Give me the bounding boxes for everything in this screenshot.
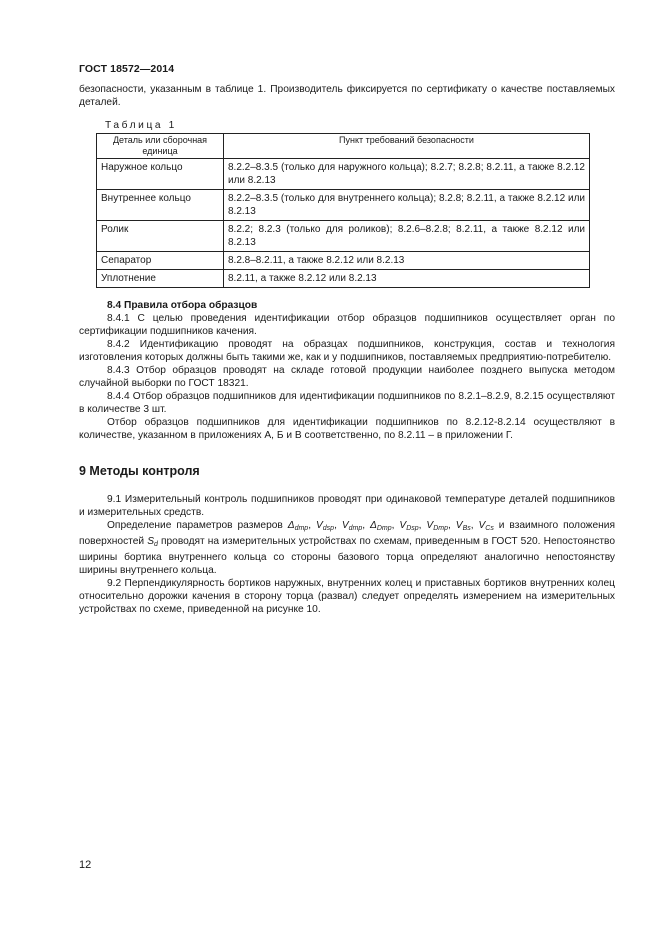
table-row xyxy=(97,221,590,252)
standard-header: ГОСТ 18572—2014 xyxy=(79,63,175,75)
table-row xyxy=(97,190,590,221)
table-cell-part: Внутреннее кольцо xyxy=(97,190,224,221)
paragraph-9-1-parameters: Определение параметров размеров $\Delta_{dmp}$, $V_{dsp}$, $V_{dmp}$, $\Delta_{Dmp}$, $V_{Dsp}$, $V_{Dmp}$, $V_{Bs}$, $V_{Cs}$ и взаимного положения поверхностей $S_d$ проводят на измерительных устройствах по схемам, приведенным в ГОСТ 520. Непостоянство ширины бортика внутреннего кольца со стороны базового торца определяют аналогично непостоянству ширины внутреннего кольца. xyxy=(79,520,615,576)
symbol-v-dmp: $V_{dmp}$ xyxy=(341,520,363,532)
symbol-delta-Dmp: $\Delta_{Dmp}$ xyxy=(370,520,392,532)
parameters-lead-text: Определение параметров размеров xyxy=(107,520,283,531)
section-8-4-heading: 8.4 Правила отбора образцов xyxy=(107,300,258,311)
paragraph-8-4-3: 8.4.3 Отбор образцов проводят на складе готовой продукции наиболее позднего выпуска методом случайной выборки по ГОСТ 18321. xyxy=(79,365,615,389)
section-9-title: 9 Методы контроля xyxy=(79,464,200,478)
section-9 xyxy=(79,493,615,616)
paragraph-8-4-1: 8.4.1 С целью проведения идентификации отбор образцов подшипников осуществляет орган по сертификации подшипников качения. xyxy=(79,313,615,337)
table-cell-requirements: 8.2.11, а также 8.2.12 или 8.2.13 xyxy=(224,270,590,288)
symbol-v-dsp: $V_{dsp}$ xyxy=(315,520,335,532)
intro-paragraph-block xyxy=(79,83,615,109)
table-cell-requirements: 8.2.2–8.3.5 (только для наружного кольца); 8.2.7; 8.2.8; 8.2.11, а также 8.2.12 или 8.2.13 xyxy=(224,159,590,190)
symbol-s-d: $S_d$ xyxy=(147,536,158,548)
table-cell-part: Сепаратор xyxy=(97,252,224,270)
symbol-v-Dmp: $V_{Dmp}$ xyxy=(426,520,448,532)
paragraph-9-1: 9.1 Измерительный контроль подшипников проводят при одинаковой температуре деталей подшипников и измерительных средств. xyxy=(79,494,615,518)
paragraph-8-4-2: 8.4.2 Идентификацию проводят на образцах подшипников, конструкция, состав и технология изготовления которых должны быть такими же, как и у подшипников, поставляемых предприятию-потребителю. xyxy=(79,339,615,363)
symbol-v-Dsp: $V_{Dsp}$ xyxy=(399,520,419,532)
column-header-part: Деталь или сборочная единица xyxy=(97,134,224,159)
parameters-mid-text: и взаимного положения поверхностей xyxy=(79,520,615,547)
intro-paragraph: безопасности, указанным в таблице 1. Производитель фиксируется по сертификату о качестве поставляемых деталей. xyxy=(79,84,615,108)
column-header-requirements: Пункт требований безопасности xyxy=(224,134,590,159)
paragraph-9-2: 9.2 Перпендикулярность бортиков наружных, внутренних колец и приставных бортиков внутренних колец относительно дорожки качения в сторону торца (развал) следует определять измерением на измерительных устройствах по схеме, приведенной на рисунке 10. xyxy=(79,578,615,615)
table-row xyxy=(97,159,590,190)
table-cell-requirements: 8.2.2; 8.2.3 (только для роликов); 8.2.6–8.2.8; 8.2.11, а также 8.2.12 или 8.2.13 xyxy=(224,221,590,252)
table-caption: Таблица 1 xyxy=(105,120,177,131)
table-cell-requirements: 8.2.8–8.2.11, а также 8.2.12 или 8.2.13 xyxy=(224,252,590,270)
table-cell-part: Ролик xyxy=(97,221,224,252)
symbol-v-Bs: $V_{Bs}$ xyxy=(455,520,471,532)
section-8-4 xyxy=(79,299,615,442)
table-cell-requirements: 8.2.2–8.3.5 (только для внутреннего кольца); 8.2.8; 8.2.11, а также 8.2.12 или 8.2.13 xyxy=(224,190,590,221)
page-number: 12 xyxy=(79,859,92,871)
table-row xyxy=(97,270,590,288)
symbol-v-Cs: $V_{Cs}$ xyxy=(478,520,494,532)
symbol-delta-dmp: $\Delta_{dmp}$ xyxy=(287,520,309,532)
table-cell-part: Уплотнение xyxy=(97,270,224,288)
paragraph-8-4-4: 8.4.4 Отбор образцов подшипников для идентификации подшипников по 8.2.1–8.2.9, 8.2.15 осуществляют в количестве 3 шт. xyxy=(79,391,615,415)
table-cell-part: Наружное кольцо xyxy=(97,159,224,190)
parameters-tail-text: проводят на измерительных устройствах по схемам, приведенным в ГОСТ 520. Непостоянство ширины бортика внутреннего кольца со стороны базового торца определяют аналогично непостоянству ширины внутреннего кольца. xyxy=(79,536,615,576)
requirements-table xyxy=(96,133,590,288)
table-header-row xyxy=(97,134,590,159)
paragraph-8-4-4-continued: Отбор образцов подшипников для идентификации подшипников по 8.2.12-8.2.14 осуществляют в количестве, указанном в приложениях А, Б и В соответственно, по 8.2.11 – в приложении Г. xyxy=(79,417,615,441)
table-row xyxy=(97,252,590,270)
